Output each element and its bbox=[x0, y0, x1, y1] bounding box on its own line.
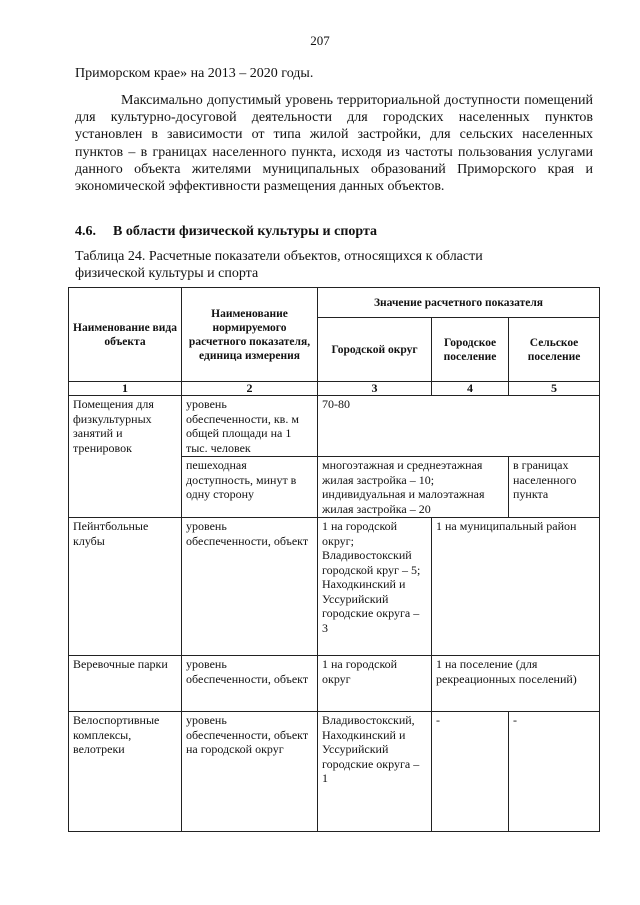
object-name: Пейнтбольные клубы bbox=[69, 518, 182, 656]
value-cell: многоэтажная и среднеэтажная жилая застройка – 10; индивидуальная и малоэтажная жилая застройка – 20 bbox=[318, 457, 509, 518]
page-number: 207 bbox=[310, 33, 330, 48]
header-indicator: Наименование нормируемого расчетного показателя, единица измерения bbox=[182, 288, 318, 382]
value-cell: в границах населенного пункта bbox=[509, 457, 600, 518]
value-cell: - bbox=[509, 712, 600, 832]
body-paragraph: Максимально допустимый уровень территориальной доступности помещений для культурно-досуговой деятельности для городских населенных пунктов установлен в зависимости от типа жилой застройки, для сельских населенных пунктов – в границах населенного пункта, исходя из частоты пользования услугами данного объекта жителями муниципальных образований Приморского края и экономической эффективности размещения данных объектов. bbox=[75, 93, 593, 195]
table-row bbox=[69, 396, 600, 457]
column-number: 4 bbox=[432, 382, 509, 396]
table-row bbox=[69, 518, 600, 656]
header-object-type: Наименование вида объекта bbox=[69, 288, 182, 382]
indicators-table bbox=[68, 287, 600, 832]
column-number: 2 bbox=[182, 382, 318, 396]
table-row bbox=[69, 656, 600, 712]
object-name: Помещения для физкультурных занятий и тренировок bbox=[69, 396, 182, 518]
indicator-cell: уровень обеспеченности, кв. м общей площади на 1 тыс. человек bbox=[182, 396, 318, 457]
header-city-district: Городской округ bbox=[318, 318, 432, 382]
indicator-cell: пешеходная доступность, минут в одну сторону bbox=[182, 457, 318, 518]
indicator-cell: уровень обеспеченности, объект bbox=[182, 656, 318, 712]
object-name: Веревочные парки bbox=[69, 656, 182, 712]
header-row-1 bbox=[69, 288, 600, 318]
column-number-row bbox=[69, 382, 600, 396]
value-cell: 1 на муниципальный район bbox=[432, 518, 600, 656]
value-cell: 1 на городской округ; Владивостокский городской круг – 5; Находкинский и Уссурийский городские округа – 3 bbox=[318, 518, 432, 656]
indicator-cell: уровень обеспеченности, объект bbox=[182, 518, 318, 656]
section-heading bbox=[75, 224, 377, 240]
column-number: 3 bbox=[318, 382, 432, 396]
value-cell: 1 на поселение (для рекреационных поселений) bbox=[432, 656, 600, 712]
section-number: 4.6. bbox=[75, 224, 96, 239]
column-number: 1 bbox=[69, 382, 182, 396]
table-caption: Таблица 24. Расчетные показатели объектов, относящихся к области физической культуры и спорта bbox=[75, 249, 483, 281]
column-number: 5 bbox=[509, 382, 600, 396]
value-cell: 1 на городской округ bbox=[318, 656, 432, 712]
value-cell: - bbox=[432, 712, 509, 832]
header-rural-settlement: Сельское поселение bbox=[509, 318, 600, 382]
intro-line: Приморском крае» на 2013 – 2020 годы. bbox=[75, 66, 314, 81]
object-name: Велоспортивные комплексы, велотреки bbox=[69, 712, 182, 832]
header-value-group: Значение расчетного показателя bbox=[318, 288, 600, 318]
value-cell: Владивостокский, Находкинский и Уссурийский городские округа – 1 bbox=[318, 712, 432, 832]
header-urban-settlement: Городское поселение bbox=[432, 318, 509, 382]
section-title: В области физической культуры и спорта bbox=[113, 224, 378, 239]
indicator-cell: уровень обеспеченности, объект на городской округ bbox=[182, 712, 318, 832]
table-row bbox=[69, 712, 600, 832]
value-cell: 70-80 bbox=[318, 396, 600, 457]
